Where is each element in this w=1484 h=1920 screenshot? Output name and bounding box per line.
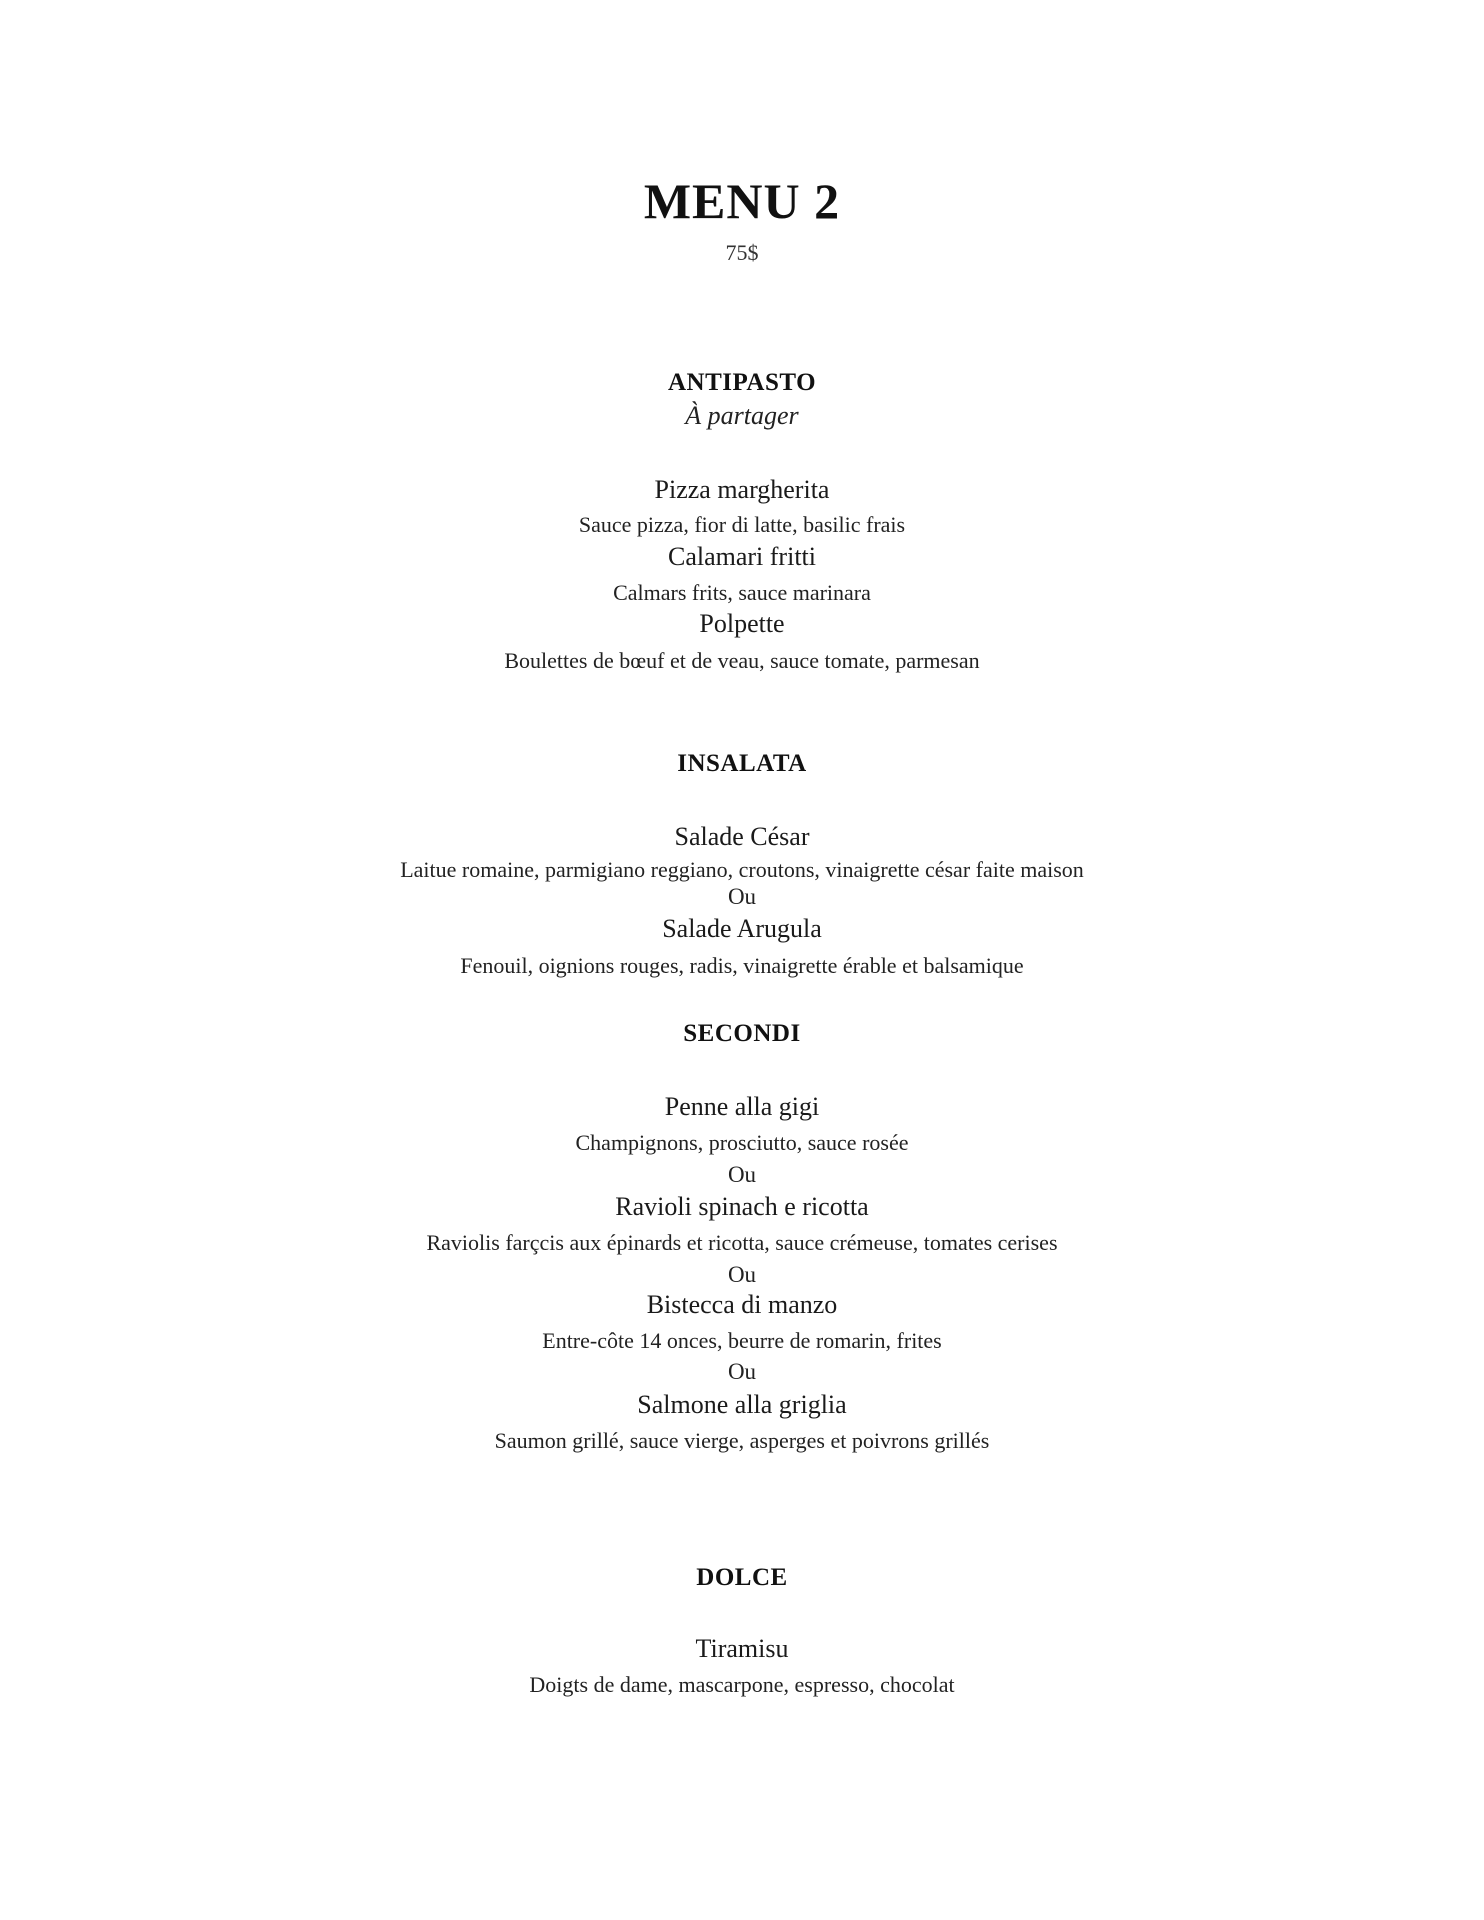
dish-name: Salade Arugula <box>662 914 822 943</box>
section-heading-secondi: SECONDI <box>683 1020 801 1047</box>
or-separator: Ou <box>727 884 757 909</box>
dish-description: Champignons, prosciutto, sauce rosée <box>575 1130 909 1155</box>
dish-name: Salade César <box>674 822 810 851</box>
section-subtitle-antipasto: À partager <box>685 401 799 430</box>
dish-description: Sauce pizza, fior di latte, basilic frais <box>578 512 906 537</box>
dish-name: Bistecca di manzo <box>646 1290 838 1319</box>
dish-description: Saumon grillé, sauce vierge, asperges et poivrons grillés <box>494 1428 990 1453</box>
dish-name: Tiramisu <box>695 1634 789 1663</box>
dish-description: Boulettes de bœuf et de veau, sauce tomate, parmesan <box>504 648 980 673</box>
dish-name: Ravioli spinach e ricotta <box>615 1192 869 1221</box>
dish-name: Salmone alla griglia <box>637 1390 847 1419</box>
or-separator: Ou <box>727 1359 757 1384</box>
dish-name: Calamari fritti <box>667 542 816 571</box>
menu-price: 75$ <box>725 240 759 265</box>
section-heading-insalata: INSALATA <box>677 750 807 777</box>
section-heading-dolce: DOLCE <box>696 1564 788 1591</box>
dish-description: Calmars frits, sauce marinara <box>613 580 871 605</box>
dish-description: Raviolis farçcis aux épinards et ricotta, sauce crémeuse, tomates cerises <box>426 1230 1058 1255</box>
dish-description: Fenouil, oignions rouges, radis, vinaigrette érable et balsamique <box>460 953 1024 978</box>
or-separator: Ou <box>727 1262 757 1287</box>
dish-description: Doigts de dame, mascarpone, espresso, chocolat <box>529 1672 955 1697</box>
dish-name: Pizza margherita <box>654 475 830 504</box>
dish-description: Entre-côte 14 onces, beurre de romarin, frites <box>542 1328 942 1353</box>
or-separator: Ou <box>727 1162 757 1187</box>
dish-name: Polpette <box>699 609 785 638</box>
menu-title: MENU 2 <box>643 173 841 229</box>
section-heading-antipasto: ANTIPASTO <box>667 369 817 396</box>
dish-name: Penne alla gigi <box>664 1092 820 1121</box>
dish-description: Laitue romaine, parmigiano reggiano, croutons, vinaigrette césar faite maison <box>400 857 1084 882</box>
